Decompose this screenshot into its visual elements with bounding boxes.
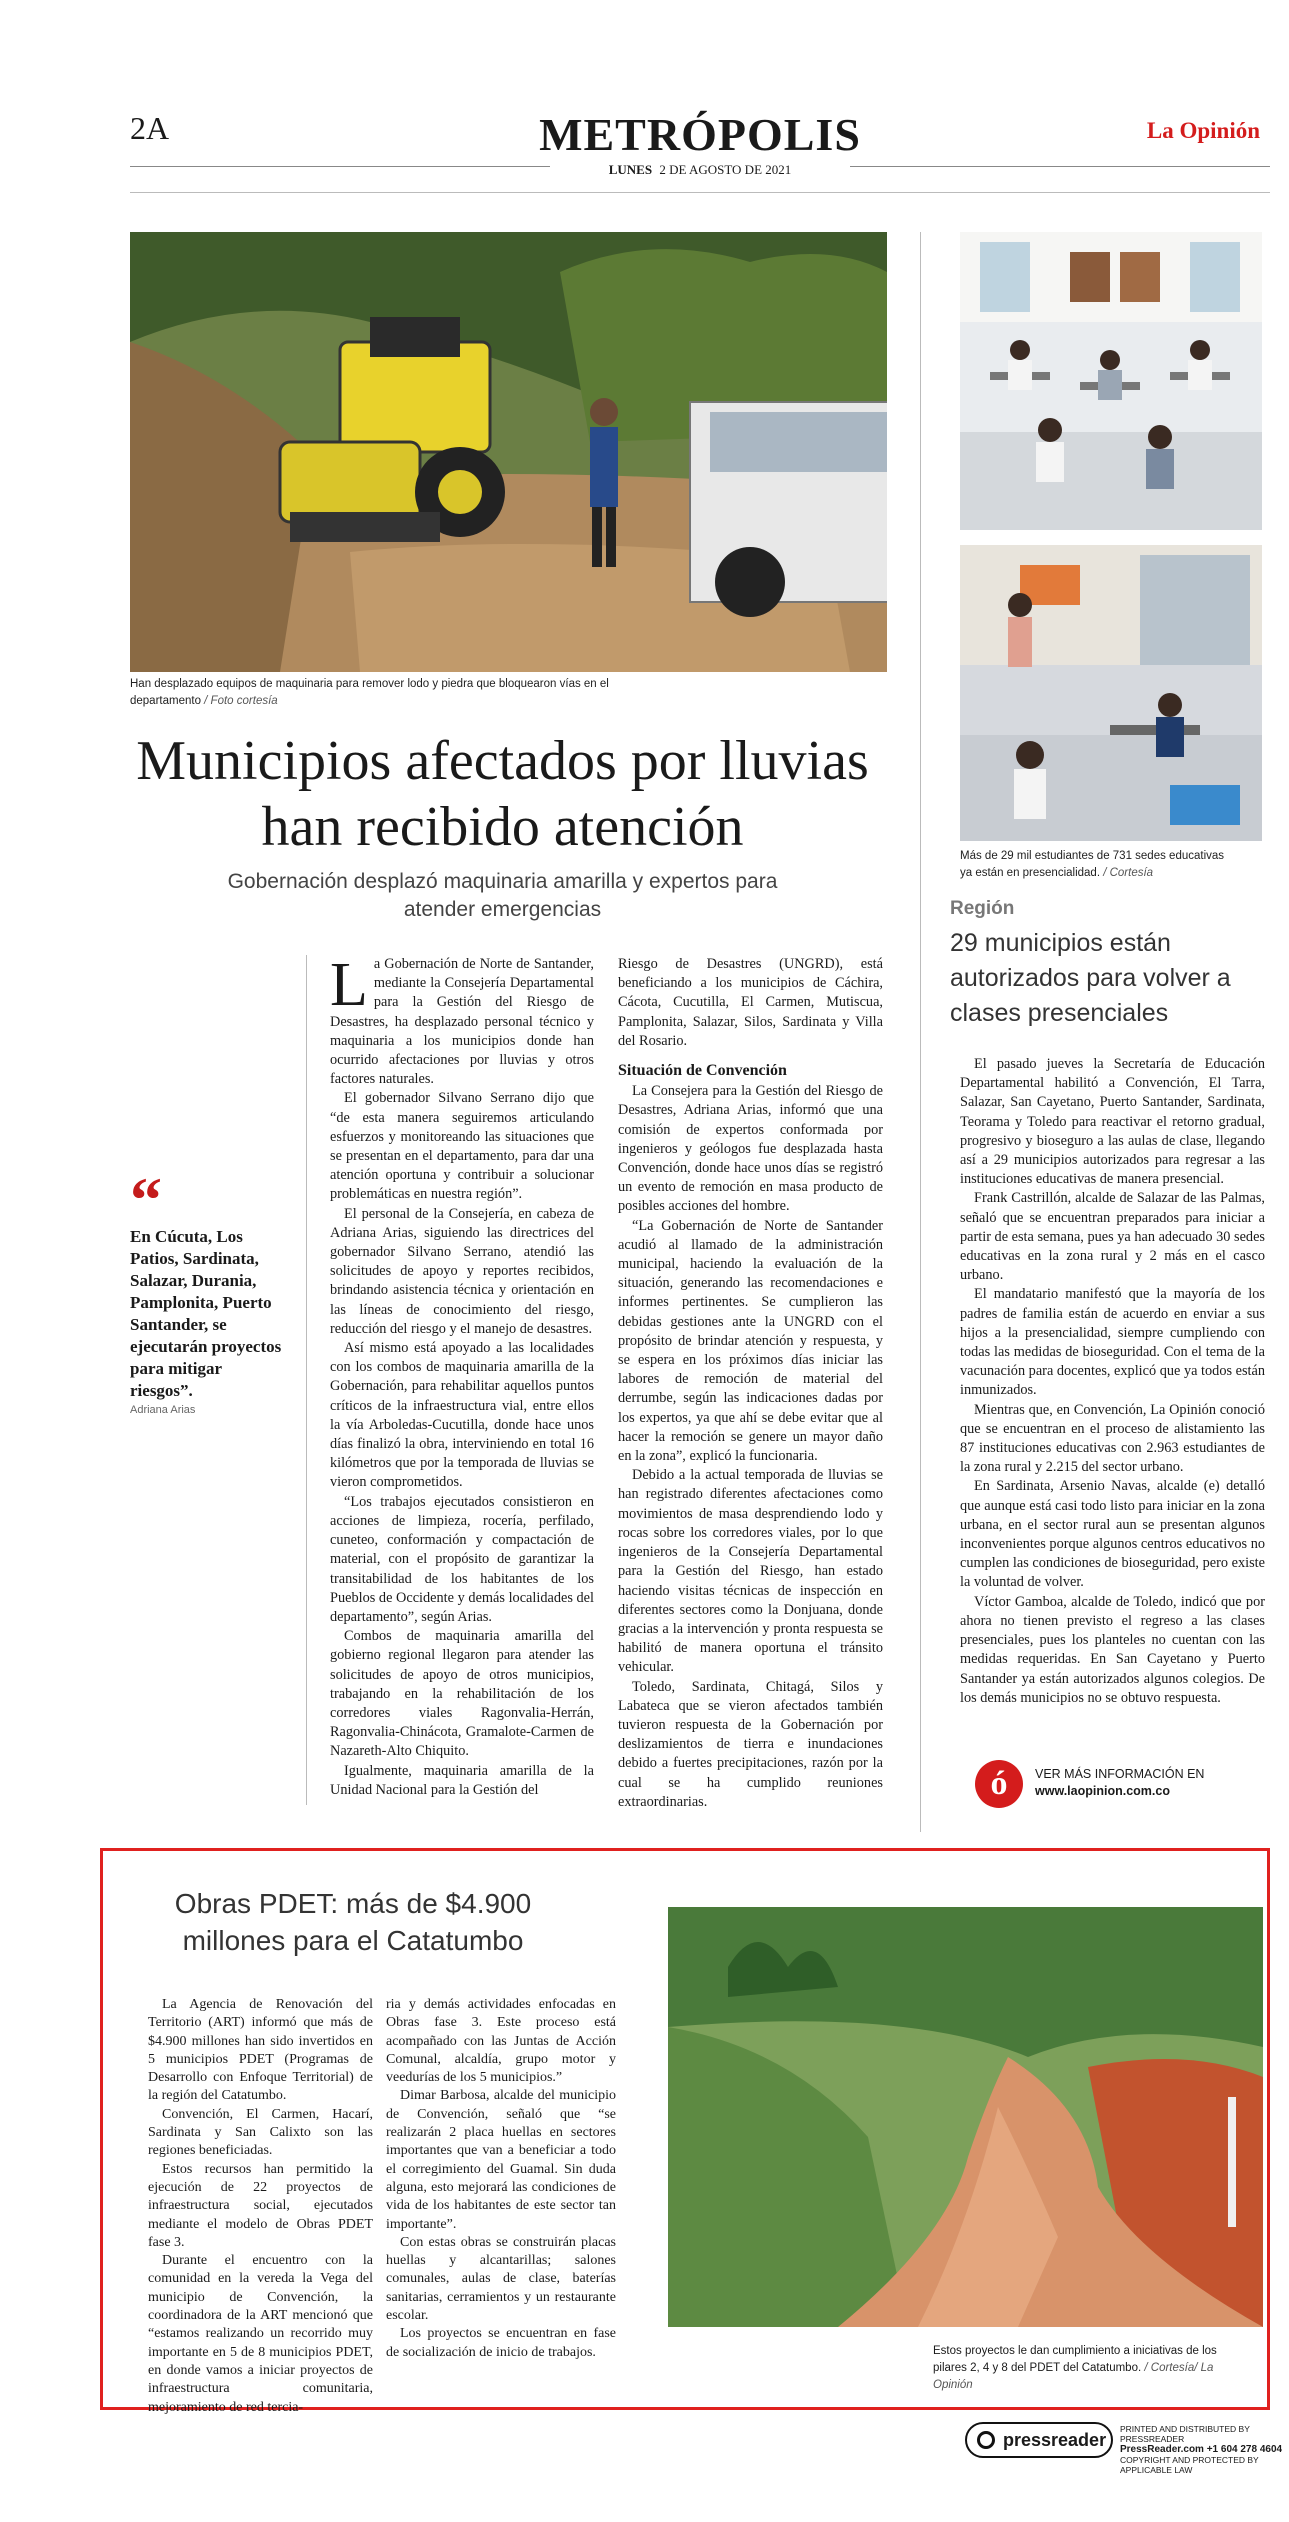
pdet-paragraph: Convención, El Carmen, Hacarí, Sardinata y San Calixto son las regiones beneficiadas. xyxy=(148,2106,373,2159)
pdet-photo-caption xyxy=(933,2343,1243,2394)
lead-paragraph: Debido a la actual temporada de lluvias se han registrado diferentes afectaciones como movimientos de masa desprendiendo lodo y rocas sobre los corredores viales, por lo que ingenieros de la Consejería Departamental para la Gestión del Riesgo, han estado haciendo visitas técnicas de inspección en diferentes sectores como la Donjuana, donde gracias a la intervención y pronta respuesta se habilitó de manera oportuna el tránsito vehicular. xyxy=(618,1467,883,1676)
lead-photo xyxy=(130,232,887,672)
sidebar-kicker: Región xyxy=(950,898,1015,919)
dirt-road-illustration xyxy=(668,1907,1263,2327)
pdet-paragraph: La Agencia de Renovación del Territorio (ART) informó que más de $4.900 millones han sido invertidos en 5 municipios PDET (Programas de Desarrollo con Enfoque Territorial) de la región del Catatumbo. xyxy=(148,1997,373,2104)
pdet-paragraph: Estos recursos han permitido la ejecución de 22 proyectos de infraestructura social, ejecutados mediante el modelo de Obras PDET fase 3. xyxy=(148,2161,373,2250)
lead-photo-caption xyxy=(130,676,650,710)
date-text: 2 DE AGOSTO DE 2021 xyxy=(659,162,792,177)
pressreader-footer xyxy=(965,2422,1285,2475)
more-info-url[interactable]: www.laopinion.com.co xyxy=(1035,1784,1170,1798)
pdet-caption-text: Estos proyectos le dan cumplimiento a iniciativas de los pilares 2, 4 y 8 del PDET del Catatumbo. xyxy=(933,2345,1217,2374)
lead-paragraph: El personal de la Consejería, en cabeza de Adriana Arias, siguiendo las directrices del gobernador Silvano Serrano, atendió las solicitudes de apoyo y reportes recibidos, brindando asistencia técnica y orientación en las líneas de conocimiento del riesgo, reducción del riesgo y el manejo de desastres. xyxy=(330,1205,594,1337)
pdet-box xyxy=(100,1848,1270,2415)
page-number: 2A xyxy=(130,110,170,146)
pullquote-text: En Cúcuta, Los Patios, Sardinata, Salazar, Durania, Pamplonita, Puerto Santander, se ejecutarán proyectos para mitigar riesgos”. xyxy=(130,1227,282,1400)
lead-paragraph: Así mismo está apoyado a las localidades con los combos de maquinaria amarilla de la Gobernación, para rehabilitar aquellos puntos críticos de la infraestructura vial, entre ellos la vía Arboledas-Cucutilla, donde hace unos días finalizó la obra, interviniendo en total 16 kilómetros que por la temporada de lluvias se vieron comprometidos. xyxy=(330,1340,594,1491)
section-title: METRÓPOLIS xyxy=(539,109,861,160)
dropcap: L xyxy=(330,951,368,1019)
pdet-paragraph: Durante el encuentro con la comunidad en la vereda la Vega del municipio de Convención, la coordinadora de la ART mencionó que “estamos realizando un recorrido muy importante en 5 de 8 municipios PDET, en donde vamos a iniciar proyectos de infraestructura comunitaria, mejoramiento de red tercia- xyxy=(148,2253,373,2415)
lead-paragraph: Igualmente, maquinaria amarilla de la Unidad Nacional para la Gestión del xyxy=(330,1762,594,1798)
sidebar-paragraph: El pasado jueves la Secretaría de Educación Departamental habilitó a Convención, El Tarra, Salazar, San Cayetano, Puerto Santander, Sardinata, Teorama y Toledo para reactivar el retorno gradual, progresivo y bioseguro a las aulas de clase, llegando así a 29 municipios autorizados para regresar a las instituciones educativas de manera presencial. xyxy=(960,1056,1265,1188)
laopinion-badge-icon: ó xyxy=(975,1760,1023,1808)
sidebar-caption-text: Más de 29 mil estudiantes de 731 sedes educativas ya están en presencialidad. xyxy=(960,850,1225,879)
lead-paragraph: a Gobernación de Norte de Santander, mediante la Consejería Departamental para la Gestión del Riesgo de Desastres, ha desplazado personal técnico y maquinaria a los municipios donde han ocurrido afectaciones por lluvias y otros factores naturales. xyxy=(330,956,594,1088)
pullquote-author: Adriana Arias xyxy=(130,1404,196,1416)
classroom-photo-2 xyxy=(960,545,1262,841)
sidebar-paragraph: Frank Castrillón, alcalde de Salazar de las Palmas, señaló que se encuentran preparados para iniciar a partir de esta semana, pues ya han adecuado 30 sedes educativas en la zona rural y 2 más en el casco urbano. xyxy=(960,1190,1265,1284)
headline: Municipios afectados por lluvias han recibido atención xyxy=(136,730,869,858)
lead-paragraph: “La Gobernación de Norte de Santander acudió al llamado de la administración municipal, haciendo la evaluación de la situación, generando las recomendaciones e informes pertinentes. Se cumplieron las debidas gestiones ante la UNGRD con el propósito de brindar atención y respuesta, y se espera en los próximos días iniciar las labores de remoción de material del derrumbe, según las indicaciones dadas por los expertos, ya que ahí se debe evitar que al hacer la remoción se genere un mayor daño en la zona”, explicó la funcionaria. xyxy=(618,1217,883,1465)
pdet-title: Obras PDET: más de $4.900 millones para el Catatumbo xyxy=(174,1888,532,1956)
more-info-label: VER MÁS INFORMACIÓN EN xyxy=(1035,1767,1205,1781)
pressreader-logo-text: pressreader xyxy=(1003,2430,1107,2450)
lead-paragraph: La Consejera para la Gestión del Riesgo de Desastres, Adriana Arias, informó que una comisión de expertos conformada por ingenieros y geólogos fue desplazada hasta Convención, donde hace unos días se registró un evento de remoción en masa producto de posibles acciones del hombre. xyxy=(618,1083,883,1215)
quote-mark-icon: “ xyxy=(130,1164,162,1235)
lead-paragraph: Riesgo de Desastres (UNGRD), está beneficiando a los municipios de Cáchira, Cácota, Cucutilla, El Carmen, Mutiscua, Pamplonita, Salazar, Silos, Sardinata y Villa del Rosario. xyxy=(618,956,883,1049)
pressreader-logo-icon xyxy=(977,2431,995,2449)
pdet-paragraph: Los proyectos se encuentran en fase de socialización de inicio de trabajos. xyxy=(386,2326,616,2360)
more-info-link[interactable] xyxy=(975,1760,1275,1810)
pullquote xyxy=(130,1164,285,1416)
sidebar-paragraph: El mandatario manifestó que la mayoría de los padres de familia están de acuerdo en enviar a sus hijos a la presencialidad, siempre cumpliendo con todas las medidas de bioseguridad. Con el tema de la vacunación para docentes, explicó que ya todos están inmunizados. xyxy=(960,1286,1265,1399)
sidebar-paragraph: En Sardinata, Arsenio Navas, alcalde (e) detalló que aunque está casi todo listo para iniciar en la zona urbana, en el sector rural aun se presentan algunos inconvenientes porque algunos centros educativos no cumplen las condiciones de bioseguridad, pero existe la voluntad de volver. xyxy=(960,1478,1265,1591)
date-day: LUNES xyxy=(608,162,653,177)
brand-logo: La Opinión xyxy=(1146,118,1260,143)
lead-column-1 xyxy=(330,951,594,1800)
lead-paragraph: Combos de maquinaria amarilla del gobierno regional llegaron para atender las solicitudes de apoyo de otros municipios, trabajando en la rehabilitación de los corredores viales Ragonvalia-Herrán, Ragonvalia-Chinácota, Gramalote-Carmen de Nazareth-Alto Chiquito. xyxy=(330,1628,594,1760)
lead-caption-credit: / Foto cortesía xyxy=(204,695,278,707)
sidebar-caption-credit: / Cortesía xyxy=(1103,867,1154,879)
lead-subheading: Situación de Convención xyxy=(618,1062,787,1080)
sidebar-title: 29 municipios están autorizados para volver a clases presenciales xyxy=(950,929,1231,1027)
classroom-illustration xyxy=(960,232,1262,530)
pdet-column-1 xyxy=(148,1996,373,2417)
lead-column-2 xyxy=(618,955,883,1812)
pdet-caption-credit: / Cortesía/ La Opinión xyxy=(933,2362,1214,2391)
date-line xyxy=(130,162,1270,178)
pdet-paragraph: ria y demás actividades enfocadas en Obras fase 3. Este proceso está acompañado con las Juntas de Acción Comunal, alcaldía, grupo motor y veedurías de los 5 municipios.” xyxy=(386,1997,616,2086)
sidebar-paragraph: Mientras que, en Convención, La Opinión conoció que se encuentran en el proceso de alistamiento las 87 instituciones educativas con 2.963 estudiantes de la zona rural y 2.215 del sector urbano. xyxy=(960,1401,1265,1476)
pressreader-logo[interactable] xyxy=(965,2422,1113,2458)
lead-paragraph: El gobernador Silvano Serrano dijo que “de esta manera seguiremos articulando esfuerzos y monitoreando las situaciones que se presentan en el departamento, para dar una atención oportuna y contribuir a solucionar problemáticas en nuestra región”. xyxy=(330,1090,594,1203)
masthead xyxy=(130,100,1270,200)
classroom-illustration xyxy=(960,545,1262,841)
pdet-column-2 xyxy=(386,1996,616,2362)
pdet-paragraph: Dimar Barbosa, alcalde del municipio de Convención, señaló que “se realizarán 2 placa huellas en sectores importantes que van a beneficiar a todo el corregimiento del Guamal. Sin duda alguna, esto mejorará las condiciones de vida de los habitantes de este sector tan importante”. xyxy=(386,2088,616,2232)
pressreader-line-2[interactable]: PressReader.com +1 604 278 4604 xyxy=(1120,2444,1283,2455)
sidebar-photo-caption xyxy=(960,848,1230,882)
subhead: Gobernación desplazó maquinaria amarilla y expertos para atender emergencias xyxy=(227,870,778,921)
pressreader-line-1: PRINTED AND DISTRIBUTED BY PRESSREADER xyxy=(1120,2424,1250,2444)
sidebar-divider xyxy=(920,232,921,1832)
pressreader-line-3: COPYRIGHT AND PROTECTED BY APPLICABLE LAW xyxy=(1120,2455,1259,2475)
sidebar-column xyxy=(960,1055,1265,1708)
lead-paragraph: Toledo, Sardinata, Chitagá, Silos y Labateca que se vieron afectados también tuvieron respuesta de la Gobernación por deslizamientos de tierra e inundaciones debido a fuertes precipitaciones, razón por la cual se ha cumplido reuniones extraordinarias. xyxy=(618,1678,883,1810)
pdet-photo xyxy=(668,1907,1263,2327)
sidebar-paragraph: Víctor Gamboa, alcalde de Toledo, indicó que por ahora no tienen previsto el regreso a las clases presenciales, pues los planteles no cuentan con las medidas requeridas. En San Cayetano y Puerto Santander ya están autorizados algunos colegios. De los demás municipios no se obtuvo respuesta. xyxy=(960,1593,1265,1706)
road-roller-illustration xyxy=(130,232,887,672)
pressreader-meta xyxy=(1120,2424,1285,2475)
more-info-text xyxy=(1035,1766,1204,1800)
lead-paragraph: “Los trabajos ejecutados consistieron en acciones de limpieza, rocería, perfilado, cuneteo, conformación y compactación de material, con el propósito de garantizar la transitabilidad de los habitantes de los Pueblos de Occidente y demás localidades del departamento”, según Arias. xyxy=(330,1493,594,1625)
pdet-paragraph: Con estas obras se construirán placas huellas y alcantarillas; salones comunales, aulas de clase, baterías sanitarias, cerramientos y un restaurante escolar. xyxy=(386,2234,616,2324)
classroom-photo-1 xyxy=(960,232,1262,530)
masthead-rule xyxy=(130,192,1270,193)
lead-caption-text: Han desplazado equipos de maquinaria para remover lodo y piedra que bloquearon vías en el departamento xyxy=(130,678,609,707)
column-divider xyxy=(306,955,307,1805)
